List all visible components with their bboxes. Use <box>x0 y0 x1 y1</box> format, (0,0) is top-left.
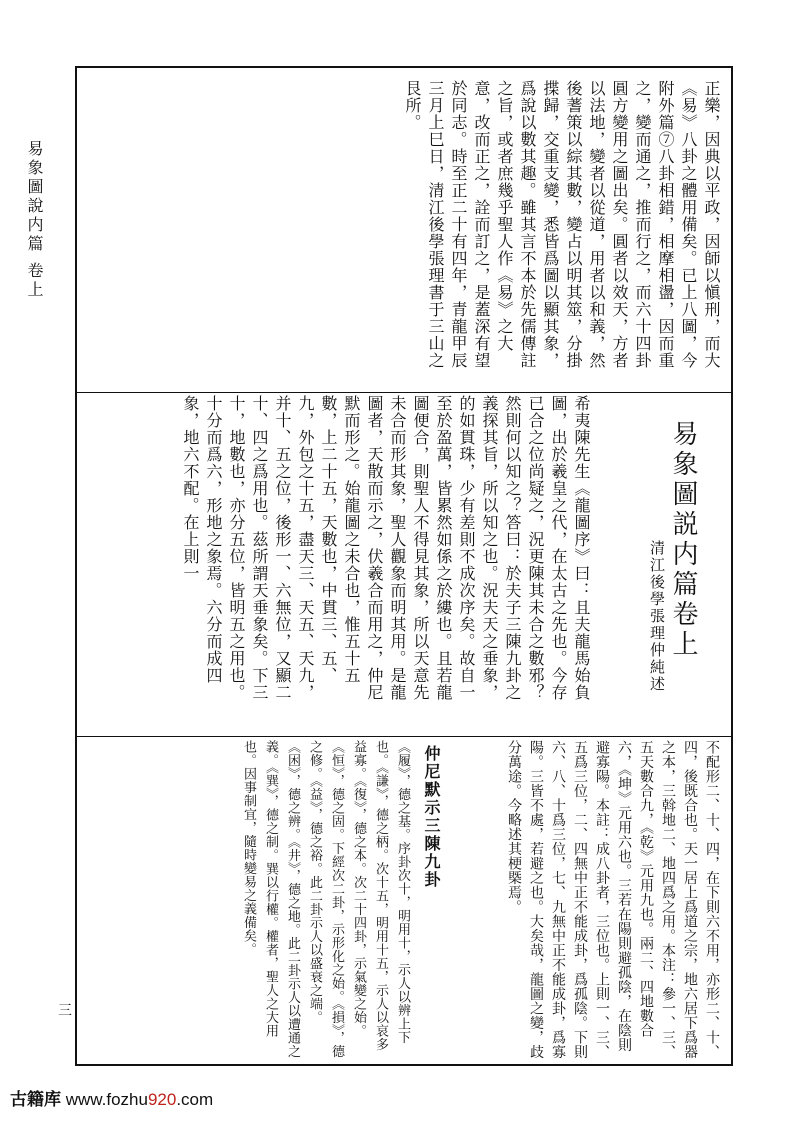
footer-brand: 古籍库 <box>10 1090 61 1109</box>
author: 清江後學張理仲純述 <box>648 540 666 693</box>
title: 易象圖説内篇卷上 <box>668 420 698 660</box>
footer-site-c: .com <box>176 1090 214 1109</box>
lower-text-block <box>443 740 723 1060</box>
heading-three-chen-nine-gua: 仲尼默示三陳九卦 <box>422 745 441 889</box>
footer-site-a: www.fozhu <box>65 1090 148 1109</box>
side-header: 易象圖說内篇 卷上 <box>25 140 44 301</box>
middle-text-block <box>133 395 593 710</box>
middle-text: 希夷陳先生《龍圖序》曰：且夫龍馬始負圖，出於羲皇之代，在太古之先也。今存已合之位尚疑之，況更陳其未合之數邪？然則何以知之？答曰：於夫子三陳九卦之義探其旨，所以知之也。況夫天之垂象，的如貫珠，少有差則不成次序矣。故自一至於盈萬，皆累然如係之於縷也。且若龍圖便合，則聖人不得見其象，所以天意先未合而形其象，聖人觀象而明其用。是龍圖者，天散而示之，伏羲合而用之，仲尼默而形之。始龍圖之未合也，惟五十五數，上二十五，天數也，中貫三、五、九，外包之十五，盡天三、天五、天九，并十、五之位，後形一、六無位，又顯二十、四之爲用也。茲所謂天垂象矣。下三十，地數也，亦分五位，皆明五之用也。十分而爲六，形地之象焉。六分而成四象，地六不配。在上則一 <box>181 395 591 701</box>
upper-text: 正樂，因典以平政，因師以愼刑，而大《易》八卦之體用備矣。已上八圖，今附外篇⑦八卦相錯，相摩相盪，因而重之，變而通之，推而行之，而六十四卦圓方變用之圖出矣。圓者以效天，方者以法地，變者以從道，用者以和義，然後蓍策以綜其數，變占以明其筮，分掛揲歸，交重支變，悉皆爲圖以顯其象，爲說以數其趣。雖其言不本於先儒傳註之旨，或者庶幾乎聖人作《易》之大意，改而正之，詮而訂之，是蓋深有望於同志。時至正二十有四年，青龍甲辰三月上巳日，清江後學張理書于三山之艮所。 <box>403 80 721 369</box>
footer-site-b: 920 <box>147 1090 177 1109</box>
page-number: 三 <box>58 1003 72 1019</box>
gua-text: 《履》，德之基。序卦次十，明用十，示人以辨上下也。《謙》，德之柄。次十五，明用十五，示人以哀多益寡。《復》，德之本。次二十四卦，示氣變之始。《恒》，德之固。下經次二卦，示形化之始。《損》，德之修。《益》，德之裕。此二卦示人以盛衰之端。《困》，德之辨。《井》，德之地。此二卦示人以遭通之義。《巽》，德之制。巽以行權。權者，聖人之大用也。因事制宜，隨時變易之義備矣。 <box>241 740 410 1058</box>
lower-text: 不配形二、十、四，在下則六不用，亦形二、十、四，後既合也。天一居上爲道之宗，地六居下爲器之本，三斡地二、地四爲之用。本注：參一、三、五天數合九，《乾》元用九也。兩二、四地數合六，《坤》元用六也。三若在陽則避孤陰，在陰則避寡陽。本註：成八卦者，三位也。上則一、三、五爲三位，二、四無中正不能成卦，爲孤陰。下則六、八、十爲三位，七、九無中正不能成卦，爲寡陽。三皆不處，若避之也。大矣哉，龍圖之變，歧分萬途。今略述其梗槩焉。 <box>506 740 720 1059</box>
footer-watermark <box>10 1085 213 1110</box>
divider-lower <box>75 736 733 737</box>
upper-text-block <box>401 80 723 380</box>
gua-text-block <box>153 740 413 1060</box>
divider-upper <box>75 392 733 393</box>
